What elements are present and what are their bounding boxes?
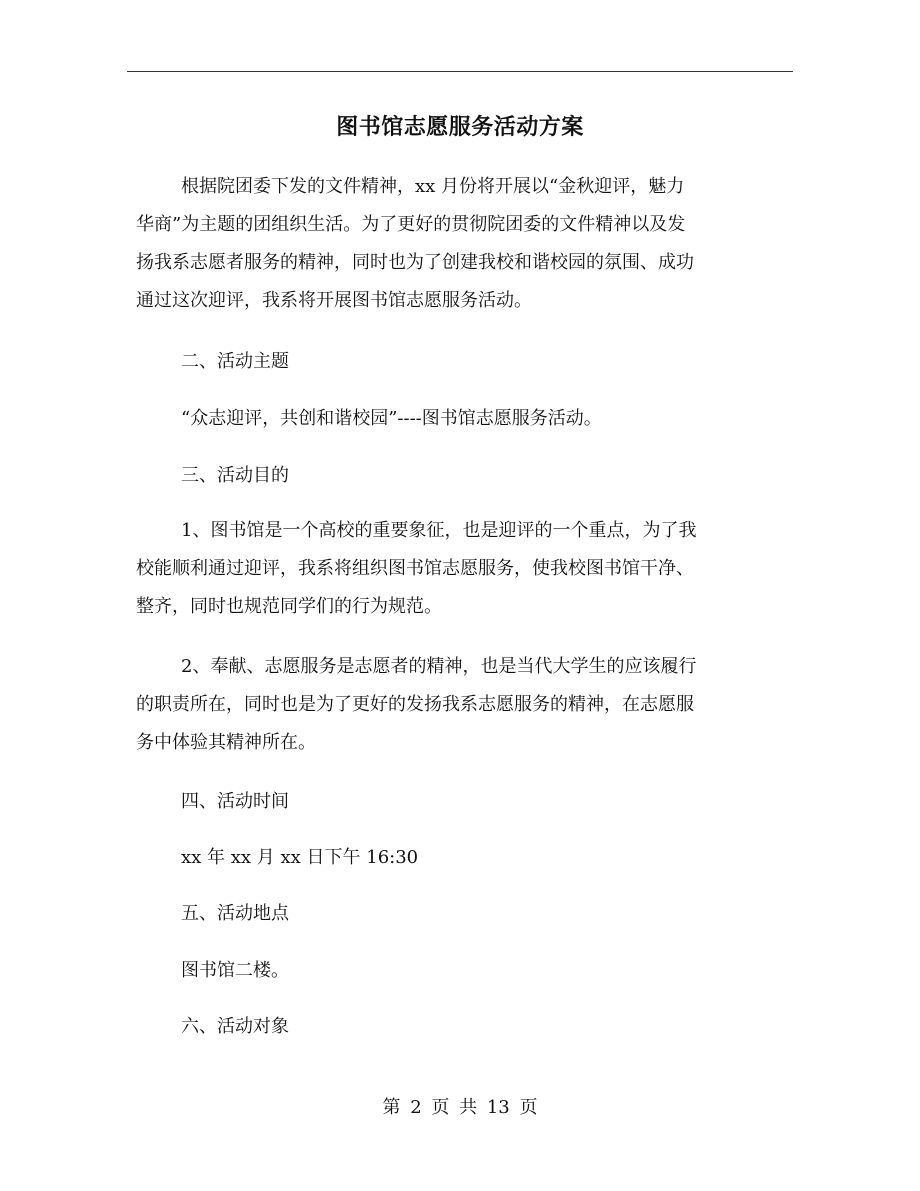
intro-line: 华商”为主题的团组织生活。为了更好的贯彻院团委的文件精神以及发 [136,214,686,235]
purpose-1-line: 整齐，同时也规范同学们的行为规范。 [136,596,442,617]
place-heading: 五、活动地点 [181,903,289,924]
time-text: xx 年 xx 月 xx 日下午 16:30 [181,847,419,868]
purpose-1-line: 校能顺利通过迎评，我系将组织图书馆志愿服务，使我校图书馆干净、 [136,558,694,579]
purpose-paragraph-1 [136,512,776,626]
purpose-2-line: 的职责所在，同时也是为了更好的发扬我系志愿服务的精神，在志愿服 [136,694,694,715]
header-rule [127,71,793,72]
place-text: 图书馆二楼。 [181,960,289,981]
theme-heading: 二、活动主题 [181,351,289,372]
document-title: 图书馆志愿服务活动方案 [336,115,584,140]
purpose-2-line: 2、奉献、志愿服务是志愿者的精神，也是当代大学生的应该履行 [181,656,697,677]
purpose-heading: 三、活动目的 [181,465,289,486]
intro-paragraph [136,168,776,320]
purpose-paragraph-2 [136,648,776,762]
target-heading: 六、活动对象 [181,1016,289,1037]
time-heading: 四、活动时间 [181,791,289,812]
purpose-2-line: 务中体验其精神所在。 [136,732,316,753]
purpose-1-line: 1、图书馆是一个高校的重要象征，也是迎评的一个重点，为了我 [181,520,697,541]
intro-line: 根据院团委下发的文件精神，xx 月份将开展以“金秋迎评，魅力 [181,176,685,197]
intro-line: 扬我系志愿者服务的精神，同时也为了创建我校和谐校园的氛围、成功 [136,252,694,273]
intro-line: 通过这次迎评，我系将开展图书馆志愿服务活动。 [136,290,532,311]
theme-text: “众志迎评，共创和谐校园”----图书馆志愿服务活动。 [181,408,602,429]
page-number-footer: 第 2 页 共 13 页 [382,1097,538,1118]
